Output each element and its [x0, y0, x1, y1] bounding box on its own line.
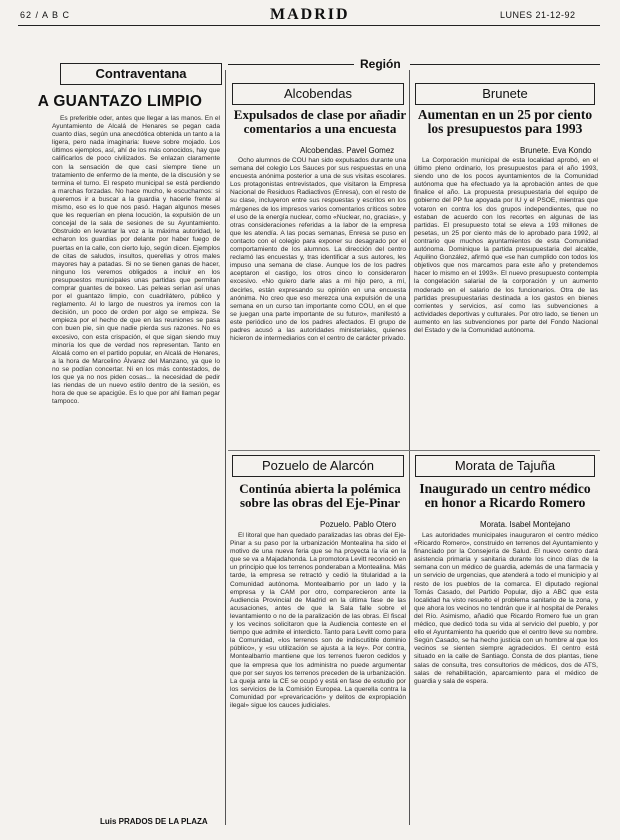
issue-date: LUNES 21-12-92 [500, 10, 576, 20]
headline-pozuelo: Continúa abierta la polémica sobre las obras del Eje-Pinar [239, 481, 401, 510]
column-box-brunete: Brunete [415, 83, 595, 105]
region-rule-left [228, 64, 354, 65]
column-divider-1 [225, 70, 226, 825]
article-body-guantazo: Es preferible oder, antes que llegar a las manos. En el Ayuntamiento de Alcalá de Henares se pegan cada cuanto días, según una anecdótica obtenida un tanto a la ligera, pero nada imaginaria: llueve sobre mojado. Los últimos ejemplos, así, ahí de los más conocidos, hay que calificarlos de poco civilizados. Se enlazan claramente con la sensación de que casi siempre tiene un tratamiento de enfermo de la mente, de la discusión y se termina el turno. El respeto municipal se está perdiendo a marchas forzadas. No hace mucho, le escuchamos: si queremos ir a buscar a la guardia y hacerle frente al mismo, eso es lo que nos pasó. Hagan algunos meses que les requerían en plena locución, la expulsión de un concejal de la sala de sesiones de su Ayuntamiento. Obstruido en levantar la voz a la máxima autoridad, le echaron los guardias por delante por haber fuego de puertas en la calle, con cierto lujo, según dicen. Ejemplos de citas de saludos, insultos, querellas y otros males mayores hay a patadas. Si no se tienen ganas de hacer, ninguno los veremos obligados a incluir en los presupuestos municipales unas partidas que permitan comprar guantes de boxeo. Las peleas serían así unas por el guantazo limpio, con cuadrilátero, público y reglamento. Al lo largo de nuestros ya iremos con la decisión, un poco de orden por algo se empieza. Se empieza por el hecho de que en las reuniones se pasa con buen pie, sin que nadie pierda sus razones. No es excesivo, con esta crispación, el que sigan siendo muy minoría los que de verdad nos representan. Tanto en Alcalá como en el partido popular, en Alcalá de Henares, a la hora de Marcelino Álvarez del Manzano, ya que lo no se podían concertar. Ni en los más contestados, de los que ya no nos piden cosas... la necesidad de pedir las riendas de un nuevo estilo dentro de la sesión, es hora de que se apacigüe. Es lo que por ahí llaman pegar tampoco. [52, 115, 220, 406]
column-box-contraventana: Contraventana [60, 63, 222, 85]
column-box-morata: Morata de Tajuña [415, 455, 595, 477]
section-title: MADRID [270, 6, 350, 23]
article-body-morata: Las autoridades municipales inauguraron el centro médico «Ricardo Romero», construido en terrenos del Ayuntamiento y financiado por la Consejería de Salud. El nuevo centro dará asistencia primaria y sanitaria durante los cinco días de la semana con un médico de guardia, además de una farmacia y un servicio de urgencias, que atenderá a todo el municipio y al resto de los pueblos de la comarca. El diputado regional Tomás Casado, del Partido Popular, dijo a ABC que esta localidad ha visto resuelto el problema sanitario de la zona, y que ahora los vecinos no tendrán que ir al hospital de Perales del Río. Asimismo, añadió que Ricardo Romero fue un gran médico, que dedicó toda su vida al servicio del pueblo, y por ello el Ayuntamiento ha querido que el centro lleve su nombre. Según Casado, se ha hecho justicia con un hombre al que los vecinos se sienten siempre agradecidos. El centro está situado en la calle de Santiago. Consta de dos plantas, tiene salas de consulta, tres consultorios de médicos, dos de ATS, salas de rehabilitación, aparcamiento para el médico de guardia y sala de espera. [414, 532, 598, 685]
column-divider-2 [409, 70, 410, 825]
page-label: 62 / A B C [20, 10, 71, 20]
article-body-brunete: La Corporación municipal de esta localidad aprobó, en el último pleno ordinario, los presupuestos para el año 1993, siendo uno de los pocos ayuntamientos de la Comunidad autónoma que ha efectuado ya la aprobación antes de que finalice el año. La propuesta presupuestaria del equipo de gobierno del PP fue apoyada por IU y el PSOE, mientras que votaron en contra los dos grupos independientes, que no estaban de acuerdo con los recortes en algunas de las partidas. El presupuesto total se eleva a 193 millones de pesetas, un 25 por ciento más de lo aprobado para 1992, al contrario que muchos ayuntamientos de esta Comunidad autónoma. Dominique la partida presupuestaria del alcalde, Aquilino González, afirmó que «se han cumplido con todos los objetivos que nos marcamos para este año y pretendemos hacer lo mismo en el 1993». El nuevo presupuesto contempla la congelación salarial de la corporación y un aumento moderado en el salario de los funcionarios. Otra de las partidas presupuestarias destinada a los gastos en bienes corrientes y servicios, así como las subvenciones a actividades deportivas y culturales. Por otro lado, se tienen un aumento en las subvenciones por parte del Fondo Nacional del Estado y de la Comunidad autónoma. [414, 157, 598, 334]
byline-brunete: Brunete. Eva Kondo [520, 146, 592, 155]
column-box-pozuelo: Pozuelo de Alarcón [232, 455, 404, 477]
header-rule [18, 25, 600, 26]
mid-rule [228, 450, 600, 451]
headline-morata: Inaugurado un centro médico en honor a Ricardo Romero [419, 481, 591, 511]
byline-pozuelo: Pozuelo. Pablo Otero [320, 520, 397, 529]
region-rule-right [410, 64, 600, 65]
headline-guantazo: A GUANTAZO LIMPIO [37, 93, 203, 110]
headline-brunete: Aumentan en un 25 por ciento los presupuestos para 1993 [417, 107, 593, 137]
byline-alcobendas: Alcobendas. Pavel Gomez [300, 146, 395, 155]
headline-alcobendas: Expulsados de clase por añadir comentarios a una encuesta [233, 107, 407, 136]
column-box-alcobendas: Alcobendas [232, 83, 404, 105]
author-signature: Luis PRADOS DE LA PLAZA [100, 817, 208, 826]
byline-morata: Morata. Isabel Montejano [480, 520, 571, 529]
region-label: Región [360, 57, 401, 71]
article-body-pozuelo: El litoral que han quedado paralizadas las obras del Eje-Pinar a su paso por la urbanización Montealina ha sido el motivo de una nueva feria que se ha proyecta la vía en la que se va a Majadahonda. La promotora Levitt reconoció en un principio que los terrenos ponderaban a Montealina. Más tarde, la empresa se retractó y cedió la titularidad a la Comunidad autónoma. Montealbarrio por un lado y la empresa y la CAM por otro, comparecieron ante la Audiencia Provincial de Madrid en la última fase de las acusaciones, antes de que la Sala falle sobre el levantamiento o no de la paralización de las obras. El fiscal y los vecinos solicitaron que la Audiencia conteste en el tiempo que admite el interdicto. Tanto para Levitt como para la Comunidad, «los terrenos son de indiscutible dominio público», y «su utilización se ajusta a la ley». Por contra, Montealbarrio mantiene que los terrenos fueron cedidos y que la empresa que los administra no puede argumentar que por ser suyos los terrenos preceden de la urbanización. La queja ante la CE se ocupó y está en fase de estudio por los servicios de la Comisión Europea. La querella contra la Comunidad por «prevaricación» y delitos de expropiación ilegal» sigue los cauces judiciales. [230, 532, 406, 709]
article-body-alcobendas: Ocho alumnos de COU han sido expulsados durante una semana del colegio Los Sauces por sus respuestas en una encuesta anónima posterior a una de sus visitas escolares. Los protagonistas entrevistados, que visitaron la Empresa Nacional de Residuos Radiactivos (Enresa), con el resto de su clase, incluyeron entre sus respuestas y escritos en los márgenes de los impresos varios comentarios críticos sobre el uso de la energía nuclear, como «Nuclear, no, gracias», y otras consideraciones referidas a la labor de la empresa que les atendía. A las pocas semanas, Enresa se puso en contacto con el colegio para exponer su desagrado por el comportamiento de los alumnos. La dirección del centro reclamó las encuestas y, tras identificar a sus autores, les impuso una semana de clase. Aunque los de los padres aceptaron el castigo, los otros cinco lo consideraron excesivo. «No quiero darle alas a mi hijo pero, a mí, decirles, están expresando su opinión en una encuesta anónima. No creo que eso merezca una expulsión de una semana en un curso tan importante como COU, en el que se juegan una parte importante de su futuro», manifestó a este periódico uno de los padres afectados. El grupo de padres acusó a las autoridades ministeriales, quienes hicieron de intermediarios con el centro de carácter privado. [230, 157, 406, 343]
